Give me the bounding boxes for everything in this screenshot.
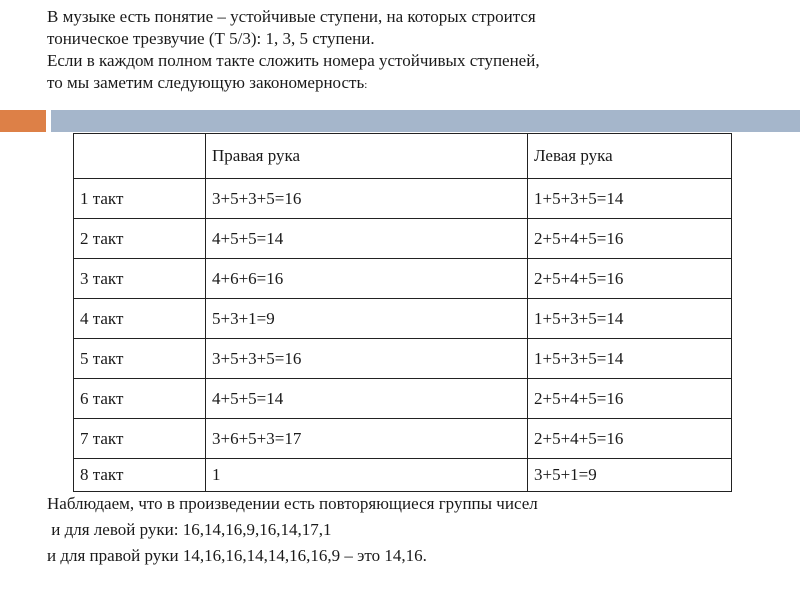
- left-hand-cell: 2+5+4+5=16: [528, 259, 732, 299]
- measure-cell: 1 такт: [74, 179, 206, 219]
- accent-bar-blue: [51, 110, 800, 132]
- left-hand-cell: 1+5+3+5=14: [528, 339, 732, 379]
- measure-cell: 6 такт: [74, 379, 206, 419]
- left-hand-cell: 1+5+3+5=14: [528, 299, 732, 339]
- conclusion-line-1: Наблюдаем, что в произведении есть повторяющиеся группы чисел: [47, 494, 538, 513]
- intro-line-4: [47, 72, 747, 96]
- measure-cell: 4 такт: [74, 299, 206, 339]
- right-hand-cell: 3+6+5+3=17: [206, 419, 528, 459]
- table-row: [74, 299, 732, 339]
- right-hand-cell: 4+5+5=14: [206, 379, 528, 419]
- table-row: [74, 419, 732, 459]
- table-row: [74, 339, 732, 379]
- left-hand-cell: 2+5+4+5=16: [528, 419, 732, 459]
- left-hand-cell: 2+5+4+5=16: [528, 219, 732, 259]
- measures-table: [73, 133, 732, 492]
- left-hand-cell: 3+5+1=9: [528, 459, 732, 492]
- right-hand-cell: 3+5+3+5=16: [206, 339, 528, 379]
- left-hand-cell: 1+5+3+5=14: [528, 179, 732, 219]
- measure-cell: 8 такт: [74, 459, 206, 492]
- right-hand-cell: 4+5+5=14: [206, 219, 528, 259]
- conclusion-text: [47, 491, 767, 569]
- intro-line-2: тоническое трезвучие (Т 5/3): 1, 3, 5 ступени.: [47, 29, 375, 48]
- conclusion-line-3: и для правой руки 14,16,16,14,14,16,16,9 – это 14,16.: [47, 546, 427, 565]
- intro-line-4-colon: :: [364, 79, 368, 91]
- table-row: [74, 259, 732, 299]
- intro-text: [47, 6, 747, 96]
- measure-cell: 5 такт: [74, 339, 206, 379]
- measure-cell: 7 такт: [74, 419, 206, 459]
- right-hand-cell: 5+3+1=9: [206, 299, 528, 339]
- measure-cell: 2 такт: [74, 219, 206, 259]
- table-row: [74, 379, 732, 419]
- intro-line-4-text: то мы заметим следующую закономерность: [47, 73, 365, 92]
- conclusion-line-2: и для левой руки: 16,14,16,9,16,14,17,1: [47, 520, 332, 539]
- accent-bar-orange: [0, 110, 46, 132]
- right-hand-cell: 3+5+3+5=16: [206, 179, 528, 219]
- intro-line-3: Если в каждом полном такте сложить номера устойчивых ступеней,: [47, 51, 540, 70]
- right-hand-cell: 4+6+6=16: [206, 259, 528, 299]
- header-cell-right-hand: Правая рука: [206, 134, 528, 179]
- table-header-row: [74, 134, 732, 179]
- header-cell-empty: [74, 134, 206, 179]
- table-row: [74, 459, 732, 492]
- header-cell-left-hand: Левая рука: [528, 134, 732, 179]
- left-hand-cell: 2+5+4+5=16: [528, 379, 732, 419]
- table-row: [74, 179, 732, 219]
- right-hand-cell: 1: [206, 459, 528, 492]
- intro-line-1: В музыке есть понятие – устойчивые ступени, на которых строится: [47, 7, 536, 26]
- measure-cell: 3 такт: [74, 259, 206, 299]
- table-row: [74, 219, 732, 259]
